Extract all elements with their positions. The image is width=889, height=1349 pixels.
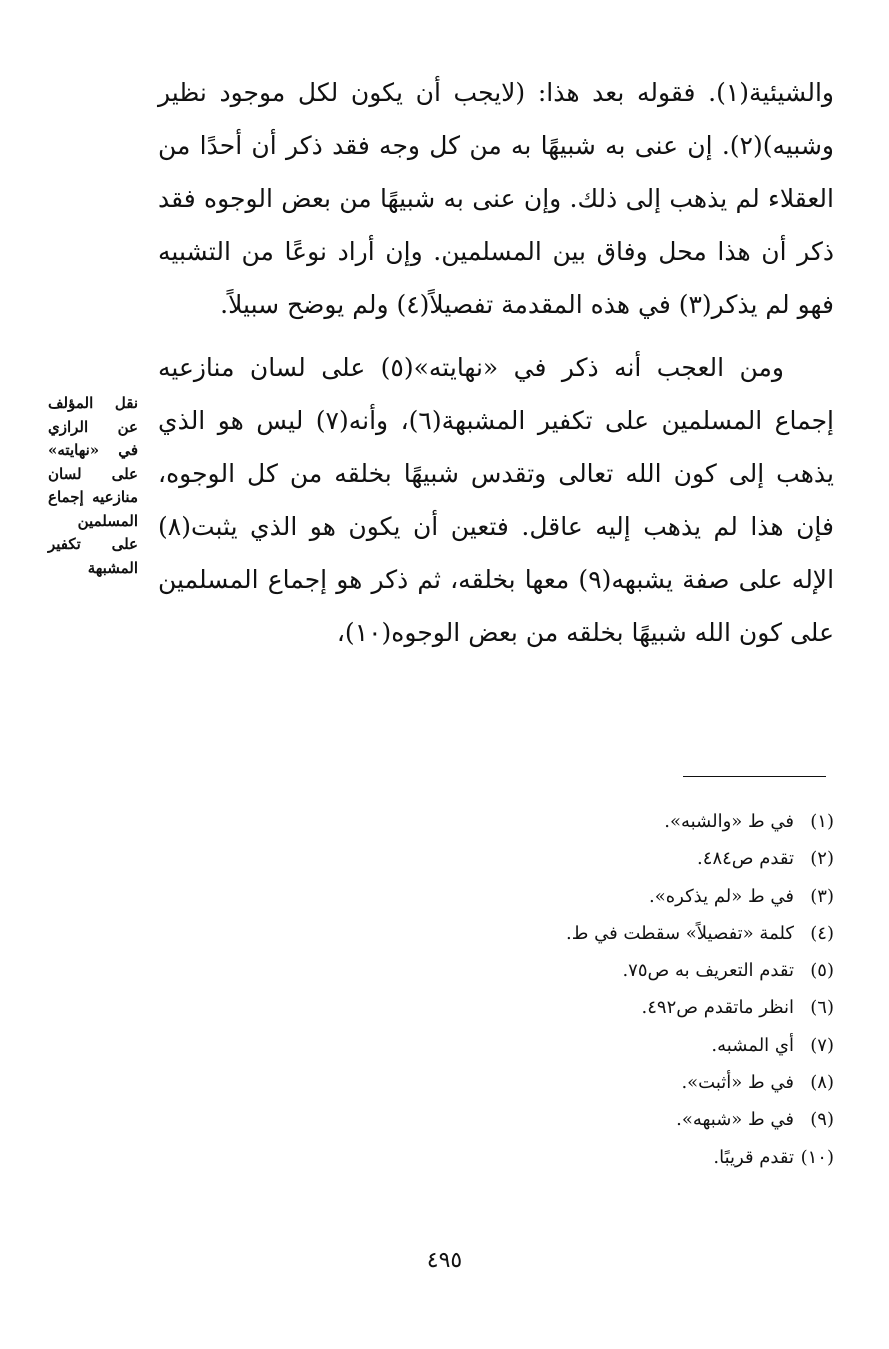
footnote-number: (١٠) xyxy=(800,1146,834,1168)
footnote-number: (٣) xyxy=(810,885,834,907)
footnote-number: (٩) xyxy=(810,1109,834,1131)
footnote-item xyxy=(300,1027,834,1064)
margin-note: نقل المؤلف عن الرازي في «نهايته» على لسان منازعيه إجماع المسلمين على تكفير المشبهة xyxy=(48,394,138,577)
footnote-separator xyxy=(683,776,826,777)
footnote-text: أي المشبه. xyxy=(711,1034,794,1056)
main-text-block xyxy=(158,66,834,659)
footnote-item xyxy=(300,989,834,1026)
footnote-item xyxy=(300,803,834,840)
footnote-text: في ط «أثبت». xyxy=(681,1072,794,1094)
footnote-number: (١) xyxy=(810,811,834,832)
footnote-text: تقدم التعريف به ص٧٥. xyxy=(622,960,794,982)
footnote-item xyxy=(300,952,834,989)
footnote-text: في ط «لم يذكره». xyxy=(648,885,794,907)
footnote-item xyxy=(300,840,834,877)
footnote-text: كلمة «تفصيلاً» سقطت في ط. xyxy=(566,922,794,944)
footnote-text: انظر ماتقدم ص٤٩٢. xyxy=(641,997,794,1019)
paragraph-2: ومن العجب أنه ذكر في «نهايته»(٥) على لسان منازعيه إجماع المسلمين على تكفير المشبهة(٦)، وأنه(٧) ليس هو الذي يذهب إلى كون الله تعالى وتقدس شبيهًا بخلقه من كل الوجوه، فإن هذا لم يذهب إليه عاقل. فتعين أن يكون هو الذي يثبت(٨) الإله على صفة يشبهه(٩) معها بخلقه، ثم ذكر هو إجماع المسلمين على كون الله شبيهًا بخلقه من بعض الوجوه(١٠)، xyxy=(158,353,835,647)
page-number: ٤٩٥ xyxy=(426,1248,463,1273)
footnote-item xyxy=(300,1101,834,1138)
footnote-number: (٦) xyxy=(810,997,834,1019)
footnote-text: تقدم قريبًا. xyxy=(713,1146,794,1168)
footnote-number: (٢) xyxy=(810,848,834,870)
footnote-text: تقدم ص٤٨٤. xyxy=(697,848,794,870)
footnote-item xyxy=(300,1064,834,1101)
footnote-item xyxy=(300,1139,834,1176)
footnote-number: (٤) xyxy=(810,922,834,944)
footnote-number: (٨) xyxy=(810,1072,834,1094)
footnote-number: (٥) xyxy=(810,960,834,982)
footnote-text: في ط «شبهه». xyxy=(676,1109,794,1131)
footnote-text: في ط «والشبه». xyxy=(664,811,794,832)
footnote-item xyxy=(300,915,834,952)
footnotes-list xyxy=(300,803,834,1176)
footnote-item xyxy=(300,878,834,915)
footnote-number: (٧) xyxy=(810,1034,834,1056)
paragraph-1: والشيئية(١). فقوله بعد هذا: (لايجب أن يكون لكل موجود نظير وشبيه)(٢). إن عنى به شبيهًا به من كل وجه فقد ذكر أن أحدًا من العقلاء لم يذهب إلى ذلك. وإن عنى به شبيهًا من بعض الوجوه فقد ذكر أن هذا محل وفاق بين المسلمين. وإن أراد نوعًا من التشبيه فهو لم يذكر(٣) في هذه المقدمة تفصيلاً(٤) ولم يوضح سبيلاً. xyxy=(158,78,834,319)
